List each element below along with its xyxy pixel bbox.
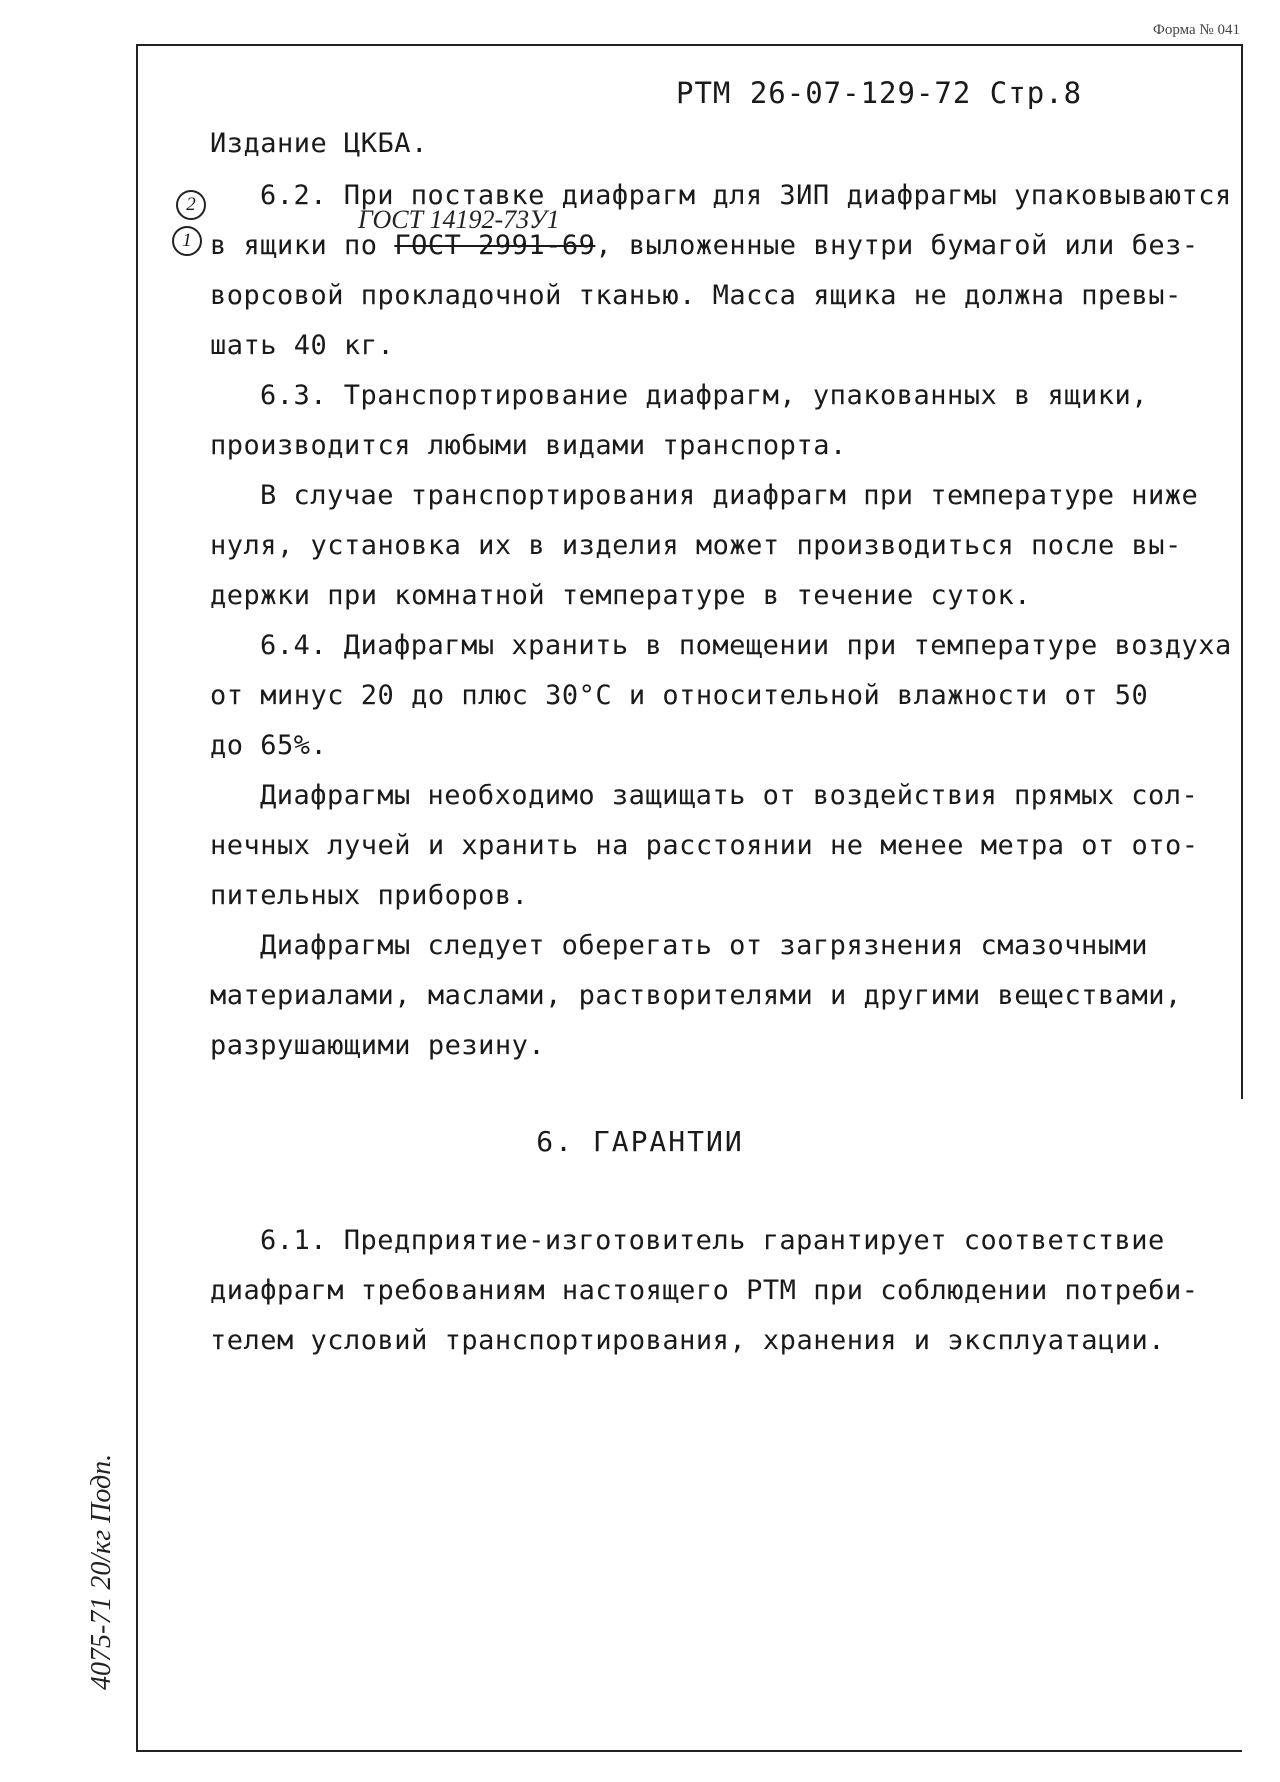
p62-line2-end: , выложенные внутри бумагой или без- [595, 230, 1199, 261]
p64-line2: от минус 20 до плюс 30°С и относительной влажности от 50 [210, 680, 1149, 711]
margin-handwritten-note: 4075-71 20/кг Подп. [86, 1453, 117, 1690]
p63b-line1: В случае транспортирования диафрагм при температуре ниже [260, 480, 1199, 511]
p63-line1: 6.3. Транспортирование диафрагм, упакованных в ящики, [260, 380, 1149, 411]
p62-line3: ворсовой прокладочной тканью. Масса ящика не должна превы- [210, 280, 1182, 311]
p62-line2 [210, 230, 1199, 261]
frame-bottom-border [136, 1750, 1242, 1752]
p63-line2: производится любыми видами транспорта. [210, 430, 847, 461]
p62-line4: шать 40 кг. [210, 330, 395, 361]
p62-line1: 6.2. При поставке диафрагм для ЗИП диафрагмы упаковываются [260, 180, 1232, 211]
handwritten-gost: ГОСТ 14192-73У1 [358, 205, 560, 234]
edition-line: Издание ЦКБА. [210, 128, 428, 159]
p61-line3: телем условий транспортирования, хранения и эксплуатации. [210, 1325, 1166, 1356]
section-title-guarantees: 6. ГАРАНТИИ [536, 1125, 744, 1158]
revision-circle-1: 1 [172, 226, 202, 256]
p64c-line1: Диафрагмы следует оберегать от загрязнения смазочными [260, 930, 1149, 961]
p64b-line3: пительных приборов. [210, 880, 529, 911]
p62-line2-start: в ящики по [210, 230, 395, 261]
frame-left-border [136, 44, 138, 1752]
p63b-line3: держки при комнатной температуре в течение суток. [210, 580, 1032, 611]
frame-top-border [136, 44, 1242, 46]
p64-line1: 6.4. Диафрагмы хранить в помещении при температуре воздуха [260, 630, 1232, 661]
p64b-line1: Диафрагмы необходимо защищать от воздействия прямых сол- [260, 780, 1199, 811]
struck-gost: ГОСТ 2991-69 [394, 230, 596, 261]
revision-circle-2: 2 [176, 190, 206, 220]
p64b-line2: нечных лучей и хранить на расстоянии не менее метра от ото- [210, 830, 1199, 861]
p61-line1: 6.1. Предприятие-изготовитель гарантирует соответствие [260, 1225, 1165, 1256]
p61-line2: диафрагм требованиям настоящего РТМ при соблюдении потреби- [210, 1275, 1199, 1306]
p64c-line3: разрушающими резину. [210, 1030, 546, 1061]
document-header: РТМ 26-07-129-72 Стр.8 [676, 76, 1083, 110]
p63b-line2: нуля, установка их в изделия может производиться после вы- [210, 530, 1182, 561]
p64-line3: до 65%. [210, 730, 328, 761]
frame-right-border [1241, 44, 1243, 1099]
p64c-line2: материалами, маслами, растворителями и другими веществами, [210, 980, 1182, 1011]
form-mark: Форма № 041 [1153, 22, 1240, 38]
